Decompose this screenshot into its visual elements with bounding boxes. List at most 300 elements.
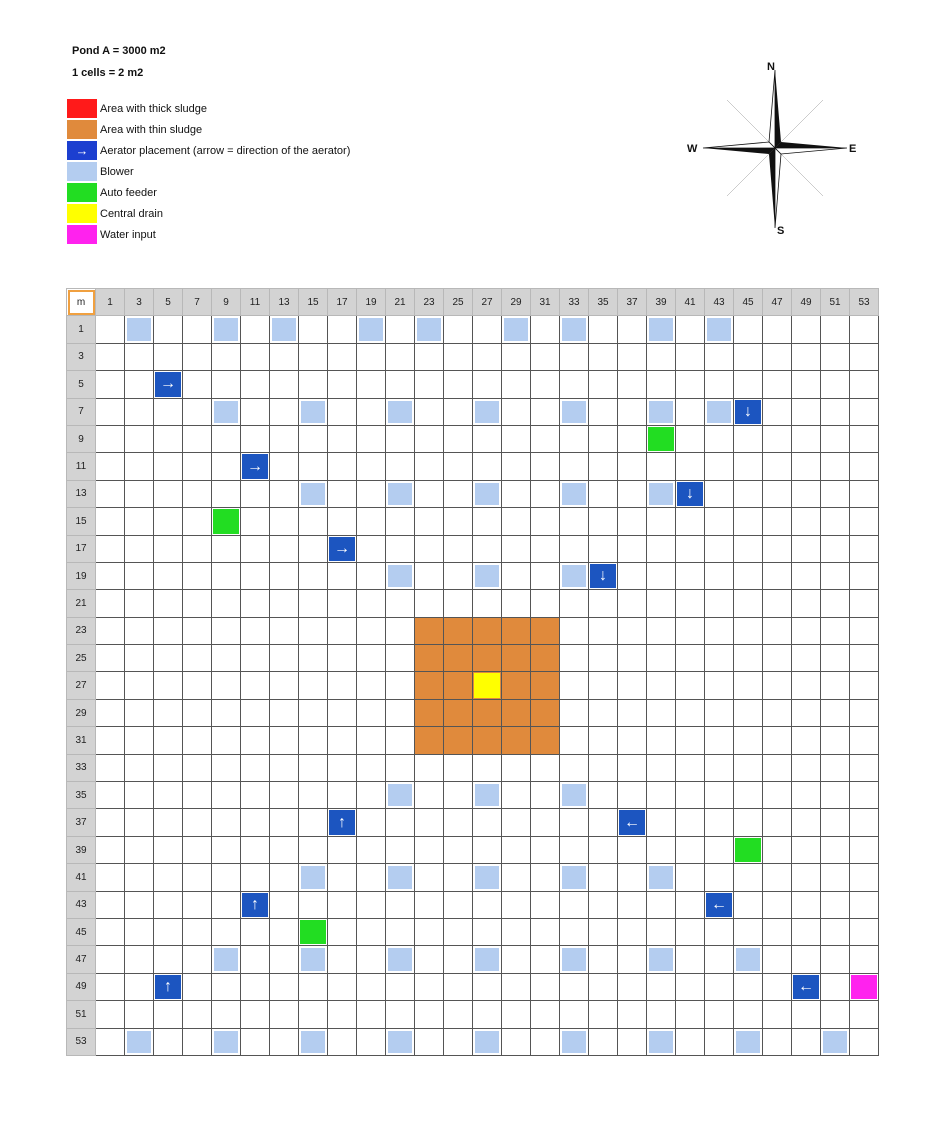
grid-cell (531, 918, 560, 945)
grid-cell (850, 1028, 879, 1055)
grid-cell (821, 1028, 850, 1055)
grid-cell (357, 754, 386, 781)
grid-cell (212, 562, 241, 589)
row-header: 37 (67, 809, 96, 836)
grid-cell (270, 727, 299, 754)
grid-cell (821, 973, 850, 1000)
grid-cell (299, 672, 328, 699)
col-header: 49 (792, 289, 821, 316)
grid-cell (328, 672, 357, 699)
row-header: 49 (67, 973, 96, 1000)
grid-cell (444, 973, 473, 1000)
grid-cell (705, 590, 734, 617)
grid-cell (560, 727, 589, 754)
grid-cell (386, 727, 415, 754)
thin-sludge-cell (415, 699, 444, 726)
row-header: 51 (67, 1001, 96, 1028)
grid-cell (96, 699, 125, 726)
grid-cell (183, 946, 212, 973)
grid-cell (212, 535, 241, 562)
grid-cell (763, 617, 792, 644)
grid-cell (125, 672, 154, 699)
grid-row (67, 398, 879, 425)
grid-cell (444, 480, 473, 507)
grid-cell (850, 864, 879, 891)
grid-cell (270, 809, 299, 836)
grid-cell (821, 864, 850, 891)
grid-cell (821, 645, 850, 672)
grid-cell (821, 782, 850, 809)
grid-cell (792, 782, 821, 809)
grid-cell (647, 836, 676, 863)
col-header: 17 (328, 289, 357, 316)
grid-cell (357, 864, 386, 891)
grid-cell (676, 1001, 705, 1028)
grid-cell (763, 973, 792, 1000)
grid-cell (618, 425, 647, 452)
col-header: 19 (357, 289, 386, 316)
thin-sludge-cell (473, 617, 502, 644)
grid-cell (589, 480, 618, 507)
grid-cell (299, 754, 328, 781)
grid-cell (241, 590, 270, 617)
grid-cell (357, 1001, 386, 1028)
grid-cell (212, 371, 241, 398)
grid-cell (328, 946, 357, 973)
grid-cell (328, 480, 357, 507)
grid-cell (560, 1028, 589, 1055)
grid-cell (241, 973, 270, 1000)
grid-cell (560, 699, 589, 726)
blower-marker (649, 401, 673, 423)
cell-scale-text: 1 cells = 2 m2 (72, 67, 144, 79)
grid-cell (212, 672, 241, 699)
grid-cell (241, 453, 270, 480)
grid-cell (183, 699, 212, 726)
grid-cell (328, 782, 357, 809)
grid-cell (473, 398, 502, 425)
grid-cell (183, 480, 212, 507)
grid-cell (212, 1001, 241, 1028)
grid-cell (328, 727, 357, 754)
grid-cell (560, 480, 589, 507)
grid-cell (705, 918, 734, 945)
grid-cell (96, 562, 125, 589)
aerator-icon: → (242, 454, 268, 478)
col-header: 11 (241, 289, 270, 316)
grid-cell (676, 316, 705, 343)
grid-cell (415, 508, 444, 535)
grid-cell (531, 836, 560, 863)
grid-cell (705, 398, 734, 425)
grid-cell (154, 973, 183, 1000)
grid-cell (734, 836, 763, 863)
grid-cell (763, 453, 792, 480)
grid-cell (705, 617, 734, 644)
grid-cell (270, 754, 299, 781)
legend-label-aerator: Aerator placement (arrow = direction of the aerator) (100, 144, 351, 157)
grid-cell (473, 508, 502, 535)
grid-cell (618, 343, 647, 370)
grid-cell (125, 1001, 154, 1028)
grid-row (67, 918, 879, 945)
blower-marker (388, 401, 412, 423)
grid-cell (386, 316, 415, 343)
grid-cell (96, 535, 125, 562)
grid-cell (734, 727, 763, 754)
grid-cell (589, 918, 618, 945)
grid-cell (647, 645, 676, 672)
grid-cell (676, 891, 705, 918)
grid-cell (473, 1028, 502, 1055)
grid-cell (154, 590, 183, 617)
grid-cell (241, 617, 270, 644)
grid-cell (357, 535, 386, 562)
blower-marker (359, 318, 383, 340)
grid-cell (647, 973, 676, 1000)
grid-cell (96, 891, 125, 918)
grid-cell (241, 672, 270, 699)
blower-marker (214, 948, 238, 970)
grid-cell (792, 645, 821, 672)
grid-cell (560, 645, 589, 672)
row-header: 11 (67, 453, 96, 480)
blower-marker (301, 866, 325, 888)
grid-row (67, 1001, 879, 1028)
grid-cell (792, 508, 821, 535)
grid-cell (299, 1028, 328, 1055)
grid-cell (705, 1028, 734, 1055)
grid-cell (270, 672, 299, 699)
row-header: 13 (67, 480, 96, 507)
grid-cell (241, 1028, 270, 1055)
grid-cell (734, 371, 763, 398)
grid-cell (473, 946, 502, 973)
grid-cell (792, 1028, 821, 1055)
grid-cell (647, 480, 676, 507)
grid-cell (734, 864, 763, 891)
thin-sludge-cell (444, 727, 473, 754)
grid-cell (676, 782, 705, 809)
grid-row (67, 590, 879, 617)
grid-cell (386, 645, 415, 672)
grid-row (67, 864, 879, 891)
grid-cell (444, 453, 473, 480)
grid-cell (502, 535, 531, 562)
grid-cell (96, 590, 125, 617)
aerator-icon: ↑ (155, 975, 181, 999)
grid-cell (212, 782, 241, 809)
grid-cell (125, 809, 154, 836)
thin-sludge-cell (473, 645, 502, 672)
compass-rose-icon (687, 60, 860, 237)
grid-cell (212, 425, 241, 452)
grid-cell (125, 946, 154, 973)
grid-cell (270, 864, 299, 891)
grid-cell (270, 535, 299, 562)
blower-marker (388, 565, 412, 587)
thin-sludge-cell (502, 672, 531, 699)
grid-cell (502, 782, 531, 809)
grid-cell (357, 891, 386, 918)
grid-cell (647, 343, 676, 370)
grid-cell (821, 836, 850, 863)
grid-cell (154, 864, 183, 891)
grid-cell (415, 562, 444, 589)
grid-cell (531, 946, 560, 973)
grid-cell (502, 343, 531, 370)
grid-cell (821, 453, 850, 480)
grid-cell (154, 535, 183, 562)
grid-cell (444, 1001, 473, 1028)
grid-cell (241, 508, 270, 535)
grid-cell (647, 754, 676, 781)
legend-item-thin (67, 119, 350, 140)
grid-cell (386, 453, 415, 480)
grid-cell (763, 754, 792, 781)
blower-marker (475, 483, 499, 505)
grid-cell (850, 973, 879, 1000)
grid-cell (357, 480, 386, 507)
grid-cell (792, 864, 821, 891)
thin-sludge-cell (415, 645, 444, 672)
grid-cell (328, 590, 357, 617)
grid-cell (531, 316, 560, 343)
grid-cell (502, 562, 531, 589)
grid-cell (618, 453, 647, 480)
grid-cell (473, 453, 502, 480)
blower-marker (562, 401, 586, 423)
grid-cell (473, 480, 502, 507)
grid-cell (502, 371, 531, 398)
col-header: 53 (850, 289, 879, 316)
pond-grid-table (66, 288, 879, 1056)
grid-cell (183, 343, 212, 370)
legend-swatch-thin (67, 120, 97, 139)
grid-cell (154, 946, 183, 973)
grid-cell (763, 398, 792, 425)
grid-cell (154, 316, 183, 343)
grid-cell (705, 508, 734, 535)
grid-cell (96, 918, 125, 945)
grid-cell (531, 590, 560, 617)
grid-cell (415, 809, 444, 836)
grid-cell (386, 398, 415, 425)
grid-cell (821, 343, 850, 370)
grid-cell (125, 453, 154, 480)
grid-cell (125, 316, 154, 343)
legend-swatch-aerator: → (67, 141, 97, 160)
grid-cell (618, 371, 647, 398)
grid-cell (763, 918, 792, 945)
row-header: 3 (67, 343, 96, 370)
grid-cell (502, 891, 531, 918)
blower-marker (388, 1031, 412, 1053)
grid-cell (444, 343, 473, 370)
grid-cell (647, 699, 676, 726)
grid-cell (560, 617, 589, 644)
aerator-icon: ← (619, 810, 645, 834)
grid-cell (96, 809, 125, 836)
grid-cell (589, 1028, 618, 1055)
grid-cell (705, 672, 734, 699)
blower-marker (301, 948, 325, 970)
grid-cell (328, 836, 357, 863)
grid-cell (850, 617, 879, 644)
grid-cell (502, 480, 531, 507)
grid-cell (647, 316, 676, 343)
grid-cell (386, 535, 415, 562)
grid-cell (328, 1001, 357, 1028)
grid-cell (589, 1001, 618, 1028)
grid-cell (444, 1028, 473, 1055)
grid-cell (676, 343, 705, 370)
grid-cell (328, 918, 357, 945)
grid-cell (328, 809, 357, 836)
grid-cell (502, 946, 531, 973)
grid-cell (328, 864, 357, 891)
grid-cell (241, 754, 270, 781)
col-header: 15 (299, 289, 328, 316)
grid-cell (647, 371, 676, 398)
grid-cell (531, 343, 560, 370)
grid-cell (241, 727, 270, 754)
grid-cell (850, 645, 879, 672)
grid-cell (270, 343, 299, 370)
grid-cell (560, 590, 589, 617)
grid-cell (560, 343, 589, 370)
grid-cell (705, 453, 734, 480)
grid-cell (676, 562, 705, 589)
grid-cell (299, 617, 328, 644)
grid-cell (444, 809, 473, 836)
grid-cell (299, 836, 328, 863)
grid-cell (96, 1028, 125, 1055)
grid-cell (212, 809, 241, 836)
grid-cell (589, 727, 618, 754)
grid-cell (357, 1028, 386, 1055)
grid-cell (705, 1001, 734, 1028)
grid-cell (444, 754, 473, 781)
blower-marker (417, 318, 441, 340)
grid-cell (270, 562, 299, 589)
grid-cell (531, 562, 560, 589)
thin-sludge-cell (502, 727, 531, 754)
grid-cell (502, 316, 531, 343)
grid-cell (792, 946, 821, 973)
grid-cell (415, 891, 444, 918)
thin-sludge-cell (473, 727, 502, 754)
grid-cell (96, 1001, 125, 1028)
row-header: 43 (67, 891, 96, 918)
grid-cell (183, 508, 212, 535)
blower-marker (127, 318, 151, 340)
grid-cell (850, 836, 879, 863)
grid-cell (328, 754, 357, 781)
grid-cell (734, 316, 763, 343)
grid-cell (125, 535, 154, 562)
grid-cell (560, 562, 589, 589)
grid-cell (792, 425, 821, 452)
grid-cell (125, 864, 154, 891)
grid-cell (357, 508, 386, 535)
row-header: 25 (67, 645, 96, 672)
grid-cell (531, 535, 560, 562)
grid-cell (125, 782, 154, 809)
grid-cell (212, 727, 241, 754)
grid-cell (821, 480, 850, 507)
grid-cell (589, 782, 618, 809)
grid-cell (560, 754, 589, 781)
grid-cell (676, 508, 705, 535)
grid-cell (212, 918, 241, 945)
grid-cell (241, 425, 270, 452)
grid-cell (183, 453, 212, 480)
grid-cell (241, 343, 270, 370)
grid-cell (386, 508, 415, 535)
grid-cell (183, 809, 212, 836)
grid-cell (386, 699, 415, 726)
grid-cell (676, 425, 705, 452)
grid-cell (821, 727, 850, 754)
grid-cell (154, 453, 183, 480)
grid-cell (502, 836, 531, 863)
thin-sludge-cell (415, 672, 444, 699)
grid-cell (183, 535, 212, 562)
grid-cell (357, 617, 386, 644)
grid-cell (647, 782, 676, 809)
grid-cell (589, 371, 618, 398)
blower-marker (214, 401, 238, 423)
grid-cell (473, 371, 502, 398)
grid-cell (96, 782, 125, 809)
grid-cell (125, 973, 154, 1000)
grid-cell (125, 425, 154, 452)
grid-cell (444, 836, 473, 863)
grid-cell (154, 371, 183, 398)
grid-cell (299, 425, 328, 452)
grid-cell (821, 809, 850, 836)
grid-cell (386, 864, 415, 891)
grid-cell (850, 508, 879, 535)
grid-cell (357, 727, 386, 754)
thin-sludge-cell (531, 617, 560, 644)
pond-info (72, 40, 166, 84)
aerator-icon: ← (793, 975, 819, 999)
grid-cell (415, 371, 444, 398)
col-header: 47 (763, 289, 792, 316)
grid-cell (183, 754, 212, 781)
grid-cell (386, 782, 415, 809)
grid-cell (444, 864, 473, 891)
grid-cell (589, 645, 618, 672)
blower-marker (823, 1031, 847, 1053)
grid-cell (502, 754, 531, 781)
blower-marker (562, 948, 586, 970)
blower-marker (388, 784, 412, 806)
grid-cell (560, 809, 589, 836)
grid-cell (560, 782, 589, 809)
aerator-icon: ↓ (590, 564, 616, 588)
grid-cell (96, 754, 125, 781)
grid-cell (821, 316, 850, 343)
legend (67, 98, 350, 245)
grid-cell (444, 891, 473, 918)
blower-marker (736, 948, 760, 970)
grid-cell (589, 864, 618, 891)
grid-cell (473, 809, 502, 836)
grid-cell (821, 617, 850, 644)
